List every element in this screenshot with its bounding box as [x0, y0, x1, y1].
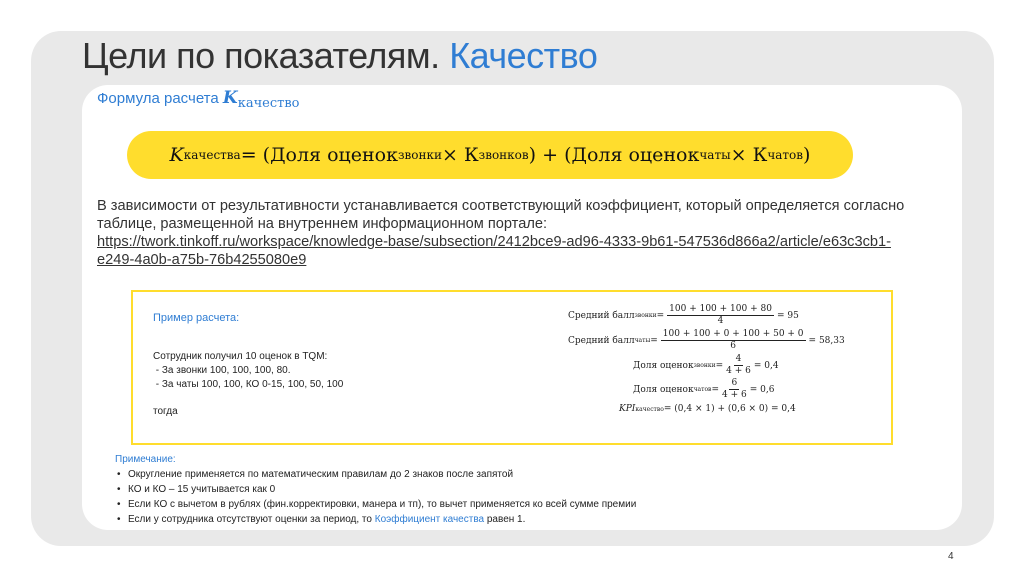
calc-kpi-quality: KPI качество = (0,4 × 1) + (0,6 × 0) = 0,4	[619, 404, 796, 414]
formula-label-symbol: K	[222, 88, 238, 108]
formula-part-3: ) + (Доля оценок	[528, 144, 700, 166]
knowledge-base-link[interactable]: https://twork.tinkoff.ru/workspace/knowledge-base/subsection/2412bce9-ad96-4333-9b61-547536d866a2/article/e63c3cb1-e249-4a0b-a75b-76b4255080e9	[97, 234, 891, 268]
formula-highlight	[127, 131, 853, 179]
page-title	[82, 34, 597, 78]
formula-label	[97, 88, 299, 111]
list-item: • КО и КО – 15 учитывается как 0	[115, 482, 636, 497]
formula-part-5: )	[803, 144, 811, 166]
notes-list	[115, 467, 636, 527]
formula-sub-2: звонков	[478, 148, 529, 162]
formula-label-text: Формула расчета	[97, 90, 219, 107]
title-accent: Качество	[449, 35, 598, 76]
formula-part-4: × К	[730, 144, 768, 166]
example-box	[131, 290, 893, 445]
example-text: Сотрудник получил 10 оценок в TQM: - За звонки 100, 100, 100, 80. - За чаты 100, 100, КО 0-15, 100, 50, 100	[153, 351, 344, 390]
calc-share-calls: Доля оценок звонки = $\frac{4}{4 + 6}$ = 0,4	[633, 354, 779, 376]
quality-coefficient-link[interactable]: Коэффициент качества	[374, 514, 485, 525]
example-title: Пример расчета:	[153, 312, 240, 324]
notes	[115, 452, 636, 527]
page-number: 4	[948, 551, 954, 562]
calc-avg-chats: Средний балл чаты = $\frac{100 + 100 + 0 + 100 + 50 + 0}{6}$ = 58,33	[568, 329, 845, 351]
formula-k-sub: качества	[183, 148, 241, 162]
example-then: тогда	[153, 406, 178, 417]
formula-sub-4: чатов	[767, 148, 804, 162]
formula-part-2: × К	[441, 144, 479, 166]
title-main: Цели по показателям.	[82, 35, 440, 76]
list-item: • Округление применяется по математическим правилам до 2 знаков после запятой	[115, 467, 636, 482]
formula-sub-3: чаты	[699, 148, 731, 162]
list-item: • Если у сотрудника отсутствуют оценки за период, то Коэффициент качества равен 1.	[115, 512, 636, 527]
list-item: • Если КО с вычетом в рублях (фин.корректировки, манера и тп), то вычет применяется ко всей сумме премии	[115, 497, 636, 512]
calc-avg-calls: Средний балл звонки = $\frac{100 + 100 + 100 + 80}{4}$ = 95	[568, 304, 799, 326]
notes-heading: Примечание:	[115, 454, 176, 465]
formula-part-1: = (Доля оценок	[240, 144, 398, 166]
formula-label-subscript: качество	[237, 96, 300, 111]
description-text: В зависимости от результативности устанавливается соответствующий коэффициент, который определяется согласно таблице, размещенной на внутреннем информационном портале:	[97, 198, 905, 232]
calc-share-chats: Доля оценок чатов = $\frac{6}{4 + 6}$ = 0,6	[633, 378, 775, 400]
formula-sub-1: звонки	[397, 148, 442, 162]
formula-k: K	[169, 144, 184, 166]
description	[97, 197, 927, 269]
